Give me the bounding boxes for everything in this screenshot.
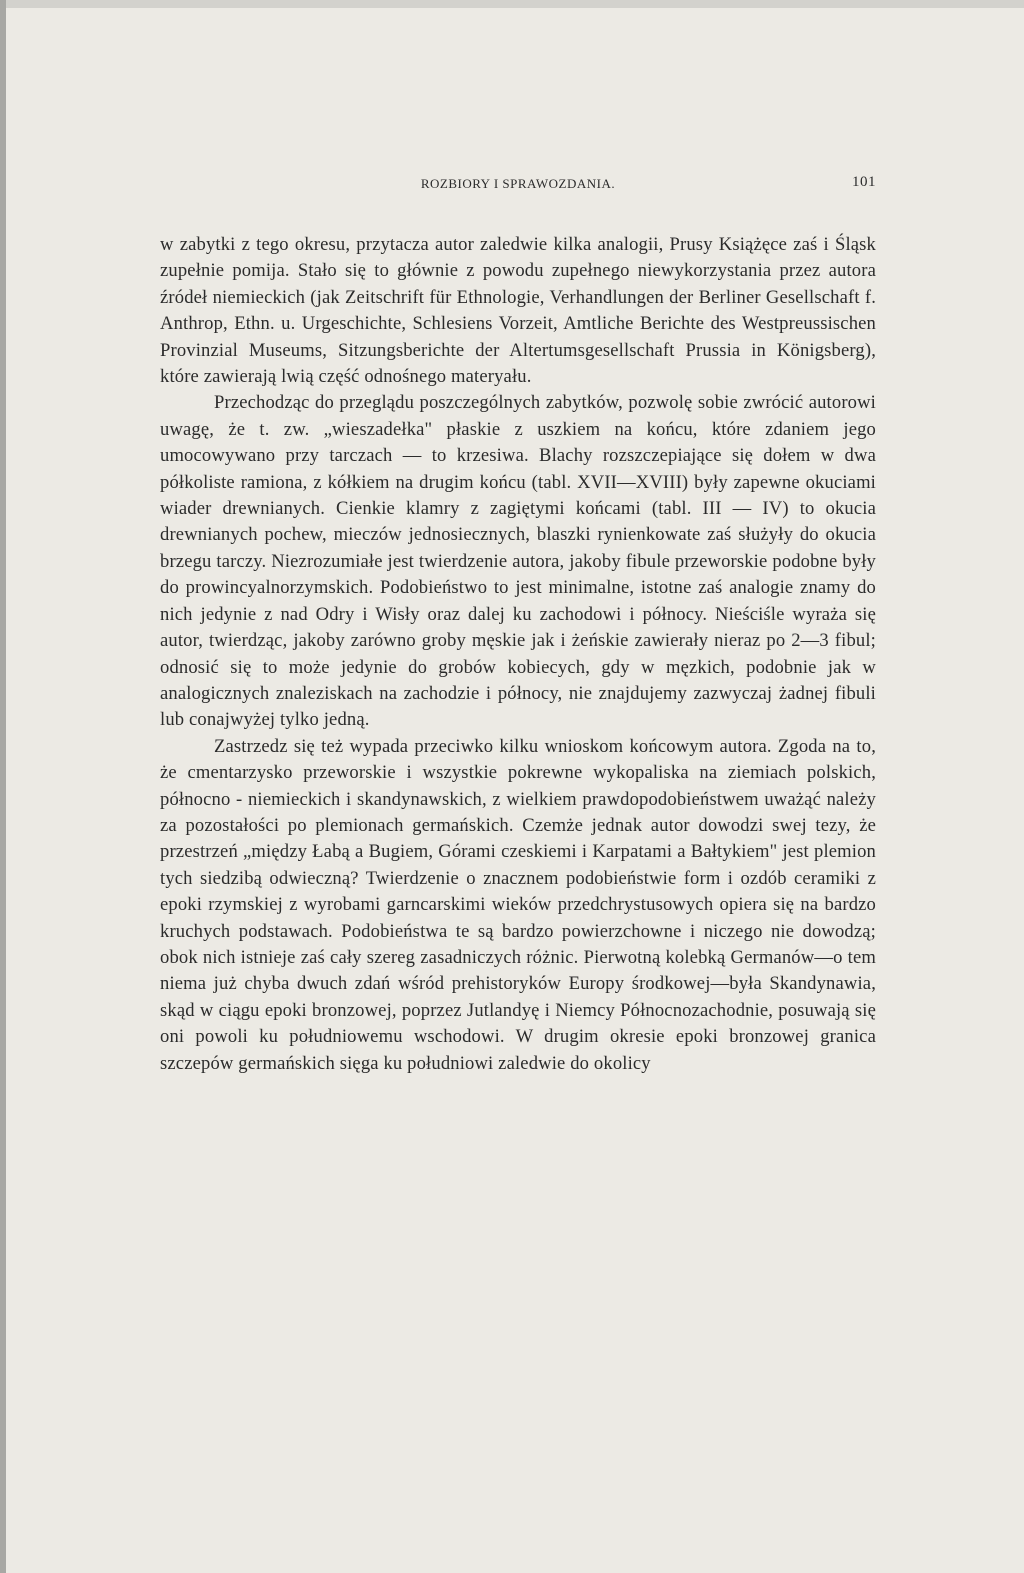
paragraph-1: w zabytki z tego okresu, przytacza autor zaledwie kilka analogii, Prusy Książęce zaś i Śląsk zupełnie pomija. Stało się to głównie z powodu zupełnego niewykorzystania przez autora źródeł niemieckich (jak Zeitschrift für Ethnologie, Verhandlungen der Berliner Gesellschaft f. Anthrop, Ethn. u. Urgeschichte, Schlesiens Vorzeit, Amtliche Berichte des Westpreussischen Provinzial Museums, Sitzungsberichte der Altertumsgesellschaft Prussia in Königsberg), które zawierają lwią część odnośnego materyału.: [160, 234, 876, 388]
paragraph-3: Zastrzedz się też wypada przeciwko kilku wnioskom końcowym autora. Zgoda na to, że cmentarzysko przeworskie i wszystkie pokrewne wykopaliska na ziemiach polskich, północno - niemieckich i skandynawskich, z wielkiem prawdopodobieństwem uważąć należy za pozostałości po plemionach germańskich. Czemże jednak autor dowodzi swej tezy, że przestrzeń „między Łabą a Bugiem, Górami czeskiemi i Karpatami a Bałtykiem" jest plemion tych siedzibą odwieczną? Twierdzenie o znacznem podobieństwie form i ozdób ceramiki z epoki rzymskiej z wyrobami garncarskimi wieków przedchrystusowych opiera się na bardzo kruchych podstawach. Podobieństwa te są bardzo powierzchowne i niczego nie dowodzą; obok nich istnieje zaś cały szereg zasadniczych różnic. Pierwotną kolebką Germanów—o tem niema już chyba dwuch zdań wśród prehistoryków Europy środkowej—była Skandynawia, skąd w ciągu epoki bronzowej, poprzez Jutlandyę i Niemcy Północnozachodnie, posuwają się oni powoli ku południowemu wschodowi. W drugim okresie epoki bronzowej granica szczepów germańskich sięga ku południowi zaledwie do okolicy: [160, 735, 876, 1074]
page-number: 101: [852, 174, 876, 190]
scan-top-edge: [0, 0, 1024, 8]
running-head: [160, 172, 876, 196]
page-content: [160, 172, 876, 1077]
scan-left-edge: [0, 0, 6, 1573]
running-title: ROZBIORY I SPRAWOZDANIA.: [420, 176, 616, 191]
paragraph-2: Przechodząc do przeglądu poszczególnych zabytków, pozwolę sobie zwrócić autorowi uwagę, że t. zw. „wieszadełka" płaskie z uszkiem na końcu, które zdaniem jego umocowywano przy tarczach — to krzesiwa. Blachy rozszczepiające się dołem w dwa półkoliste ramiona, z kółkiem na drugim końcu (tabl. XVII—XVIII) były zapewne okuciami wiader drewnianych. Cienkie klamry z zagiętymi końcami (tabl. III — IV) to okucia drewnianych pochew, mieczów jednosiecznych, blaszki rynienkowate zaś służyły do okucia brzegu tarczy. Niezrozumiałe jest twierdzenie autora, jakoby fibule przeworskie podobne były do prowincyalnorzymskich. Podobieństwo to jest minimalne, istotne zaś analogie znamy do nich jedynie z nad Odry i Wisły oraz dalej ku zachodowi i północy. Nieściśle wyraża się autor, twierdząc, jakoby zarówno groby męskie jak i żeńskie zawierały nieraz po 2—3 fibul; odnosić się to może jedynie do grobów kobiecych, gdy w męzkich, podobnie jak w analogicznych znaleziskach na zachodzie i północy, nie znajdujemy zazwyczaj żadnej fibuli lub conajwyżej tylko jedną.: [160, 392, 876, 731]
body-text: [160, 232, 876, 1077]
